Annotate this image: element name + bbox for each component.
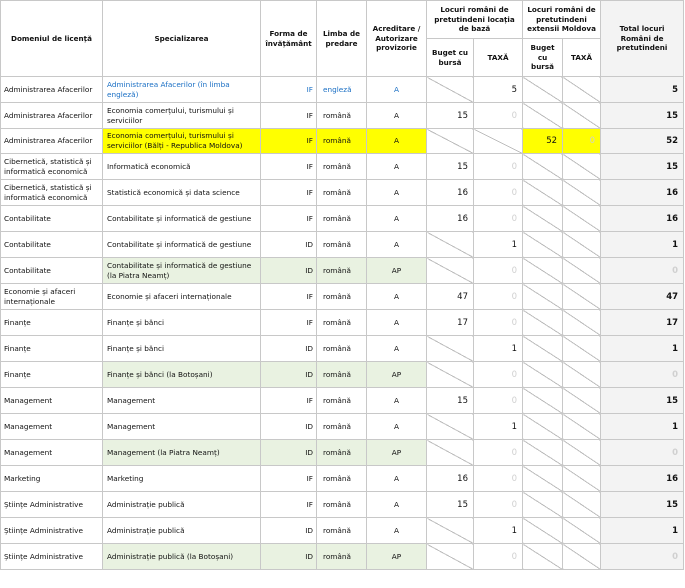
cell-form: IF [261,284,317,310]
cell-total: 15 [601,103,684,129]
cell-domain: Cibernetică, statistică și informatică economică [1,154,103,180]
cell-tax-base: 0 [474,492,523,518]
header-language: Limba de predare [317,1,367,77]
cell-tax-moldova [563,310,601,336]
cell-tax-base: 1 [474,414,523,440]
cell-total: 1 [601,232,684,258]
cell-language: română [317,440,367,466]
cell-tax-base: 0 [474,180,523,206]
cell-tax-base: 0 [474,310,523,336]
cell-total: 1 [601,414,684,440]
cell-budget-base [427,440,474,466]
cell-budget-base [427,518,474,544]
cell-budget-moldova [523,362,563,388]
cell-tax-moldova [563,77,601,103]
cell-language: română [317,336,367,362]
table-row [1,362,684,388]
table-row [1,284,684,310]
cell-budget-moldova [523,440,563,466]
cell-language: română [317,206,367,232]
cell-specialization: Economie și afaceri internaționale [103,284,261,310]
cell-total: 1 [601,518,684,544]
cell-budget-moldova [523,77,563,103]
cell-form: ID [261,362,317,388]
cell-specialization: Economia comerțului, turismului și serviciilor [103,103,261,129]
cell-budget-base: 15 [427,103,474,129]
cell-total: 17 [601,310,684,336]
cell-form: IF [261,180,317,206]
cell-domain: Contabilitate [1,232,103,258]
cell-domain: Management [1,414,103,440]
cell-form: ID [261,518,317,544]
header-tax-moldova: TAXĂ [563,39,601,77]
cell-accreditation: A [367,492,427,518]
table-row [1,492,684,518]
cell-language: română [317,103,367,129]
cell-language: română [317,154,367,180]
cell-accreditation: AP [367,544,427,570]
cell-domain: Științe Administrative [1,518,103,544]
cell-accreditation: A [367,154,427,180]
cell-budget-base [427,258,474,284]
cell-tax-moldova [563,362,601,388]
cell-tax-moldova [563,414,601,440]
cell-total: 0 [601,544,684,570]
cell-budget-moldova [523,232,563,258]
cell-language: română [317,232,367,258]
cell-budget-base [427,77,474,103]
cell-domain: Contabilitate [1,258,103,284]
cell-form: ID [261,336,317,362]
cell-tax-moldova [563,103,601,129]
cell-budget-moldova [523,284,563,310]
cell-budget-base: 47 [427,284,474,310]
header-accreditation: Acreditare / Autorizare provizorie [367,1,427,77]
cell-accreditation: A [367,388,427,414]
cell-specialization: Informatică economică [103,154,261,180]
cell-domain: Finanțe [1,310,103,336]
table-row [1,206,684,232]
cell-accreditation: A [367,518,427,544]
cell-tax-base: 0 [474,466,523,492]
cell-specialization: Statistică economică și data science [103,180,261,206]
header-total: Total locuri Români de pretutindeni [601,1,684,77]
table-row [1,103,684,129]
cell-tax-moldova: 0 [563,129,601,154]
cell-total: 16 [601,466,684,492]
cell-budget-moldova [523,414,563,440]
header-specialization: Specializarea [103,1,261,77]
header-budget-moldova: Buget cu bursă [523,39,563,77]
cell-form: IF [261,310,317,336]
cell-tax-moldova [563,388,601,414]
cell-budget-moldova [523,544,563,570]
cell-accreditation: A [367,129,427,154]
cell-accreditation: A [367,232,427,258]
table-row [1,232,684,258]
table-row [1,440,684,466]
cell-tax-base: 5 [474,77,523,103]
cell-domain: Management [1,440,103,466]
cell-total: 16 [601,206,684,232]
cell-form: IF [261,466,317,492]
cell-tax-base: 0 [474,206,523,232]
cell-domain: Economie și afaceri internaționale [1,284,103,310]
cell-budget-base [427,544,474,570]
table-row [1,77,684,103]
cell-budget-moldova [523,388,563,414]
cell-accreditation: A [367,77,427,103]
cell-language: română [317,284,367,310]
cell-tax-moldova [563,206,601,232]
cell-language: română [317,129,367,154]
cell-form: ID [261,440,317,466]
cell-domain: Contabilitate [1,206,103,232]
cell-form: IF [261,492,317,518]
cell-budget-moldova [523,310,563,336]
cell-language: română [317,388,367,414]
cell-specialization: Contabilitate și informatică de gestiune (la Piatra Neamț) [103,258,261,284]
cell-budget-moldova [523,336,563,362]
cell-domain: Administrarea Afacerilor [1,129,103,154]
cell-tax-base: 0 [474,440,523,466]
cell-specialization: Finanțe și bănci [103,310,261,336]
cell-tax-moldova [563,154,601,180]
table-row [1,129,684,154]
cell-tax-base: 1 [474,232,523,258]
cell-budget-base [427,336,474,362]
cell-tax-base: 0 [474,362,523,388]
cell-budget-base: 15 [427,492,474,518]
cell-total: 0 [601,258,684,284]
header-group-moldova: Locuri români de pretutindeni extensii Moldova [523,1,601,39]
cell-accreditation: A [367,336,427,362]
cell-total: 15 [601,388,684,414]
cell-budget-base [427,232,474,258]
cell-tax-moldova [563,284,601,310]
cell-tax-base: 0 [474,284,523,310]
cell-tax-moldova [563,492,601,518]
cell-budget-base: 15 [427,388,474,414]
cell-total: 16 [601,180,684,206]
cell-language: română [317,518,367,544]
cell-total: 1 [601,336,684,362]
header-tax-base: TAXĂ [474,39,523,77]
cell-form: ID [261,414,317,440]
cell-form: ID [261,258,317,284]
cell-specialization: Administrație publică (la Botoșani) [103,544,261,570]
cell-language: română [317,544,367,570]
cell-budget-moldova [523,492,563,518]
cell-budget-base: 17 [427,310,474,336]
cell-domain: Administrarea Afacerilor [1,77,103,103]
cell-accreditation: AP [367,440,427,466]
cell-budget-moldova [523,103,563,129]
cell-tax-base: 1 [474,336,523,362]
cell-accreditation: A [367,466,427,492]
cell-tax-base: 0 [474,258,523,284]
table-row [1,310,684,336]
cell-specialization: Administrație publică [103,492,261,518]
cell-form: IF [261,77,317,103]
cell-language: română [317,258,367,284]
cell-domain: Marketing [1,466,103,492]
cell-total: 47 [601,284,684,310]
cell-form: IF [261,129,317,154]
cell-budget-base: 16 [427,466,474,492]
cell-language: română [317,492,367,518]
cell-budget-moldova [523,466,563,492]
cell-tax-base: 0 [474,388,523,414]
cell-tax-moldova [563,336,601,362]
cell-total: 0 [601,362,684,388]
cell-budget-base [427,414,474,440]
cell-language: română [317,180,367,206]
header-domain: Domeniul de licență [1,1,103,77]
cell-accreditation: A [367,414,427,440]
cell-total: 15 [601,154,684,180]
table-row [1,258,684,284]
cell-form: ID [261,232,317,258]
header-group-base: Locuri români de pretutindeni locația de bază [427,1,523,39]
cell-budget-base: 16 [427,180,474,206]
cell-specialization: Contabilitate și informatică de gestiune [103,206,261,232]
table-row [1,518,684,544]
cell-tax-moldova [563,232,601,258]
table-row [1,154,684,180]
cell-specialization: Management (la Piatra Neamț) [103,440,261,466]
cell-total: 5 [601,77,684,103]
cell-tax-base: 0 [474,544,523,570]
cell-language: engleză [317,77,367,103]
cell-specialization: Administrație publică [103,518,261,544]
cell-budget-moldova: 52 [523,129,563,154]
cell-domain: Științe Administrative [1,492,103,518]
cell-domain: Cibernetică, statistică și informatică economică [1,180,103,206]
cell-domain: Management [1,388,103,414]
cell-tax-moldova [563,180,601,206]
cell-accreditation: A [367,206,427,232]
cell-tax-moldova [563,440,601,466]
cell-accreditation: AP [367,258,427,284]
cell-total: 0 [601,440,684,466]
table-row [1,336,684,362]
cell-tax-base: 1 [474,518,523,544]
cell-budget-base: 16 [427,206,474,232]
cell-domain: Finanțe [1,362,103,388]
cell-domain: Administrarea Afacerilor [1,103,103,129]
cell-tax-base [474,129,523,154]
cell-form: IF [261,154,317,180]
cell-language: română [317,310,367,336]
cell-budget-moldova [523,180,563,206]
cell-budget-base: 15 [427,154,474,180]
cell-specialization: Marketing [103,466,261,492]
cell-accreditation: A [367,180,427,206]
cell-budget-base [427,362,474,388]
table-row [1,388,684,414]
cell-form: IF [261,206,317,232]
cell-language: română [317,466,367,492]
cell-budget-moldova [523,258,563,284]
cell-tax-base: 0 [474,154,523,180]
cell-tax-moldova [563,466,601,492]
cell-specialization: Economia comerțului, turismului și serviciilor (Bălți - Republica Moldova) [103,129,261,154]
cell-form: IF [261,103,317,129]
table-row [1,180,684,206]
cell-specialization: Management [103,388,261,414]
cell-specialization: Finanțe și bănci [103,336,261,362]
table-row [1,544,684,570]
cell-language: română [317,414,367,440]
table-row [1,414,684,440]
cell-accreditation: A [367,284,427,310]
cell-total: 52 [601,129,684,154]
cell-tax-moldova [563,258,601,284]
cell-budget-moldova [523,154,563,180]
header-budget-base: Buget cu bursă [427,39,474,77]
cell-language: română [317,362,367,388]
cell-accreditation: AP [367,362,427,388]
cell-budget-moldova [523,518,563,544]
cell-budget-moldova [523,206,563,232]
cell-specialization: Management [103,414,261,440]
cell-specialization: Contabilitate și informatică de gestiune [103,232,261,258]
table-body [1,77,684,570]
cell-tax-moldova [563,544,601,570]
cell-accreditation: A [367,310,427,336]
cell-tax-base: 0 [474,103,523,129]
header-form: Forma de învățământ [261,1,317,77]
cell-tax-moldova [563,518,601,544]
cell-domain: Științe Administrative [1,544,103,570]
table-header [1,1,684,77]
cell-budget-base [427,129,474,154]
cell-form: ID [261,544,317,570]
cell-specialization: Finanțe și bănci (la Botoșani) [103,362,261,388]
cell-accreditation: A [367,103,427,129]
table-row [1,466,684,492]
cell-form: IF [261,388,317,414]
cell-specialization: Administrarea Afacerilor (în limba engleză) [103,77,261,103]
cell-domain: Finanțe [1,336,103,362]
cell-total: 15 [601,492,684,518]
